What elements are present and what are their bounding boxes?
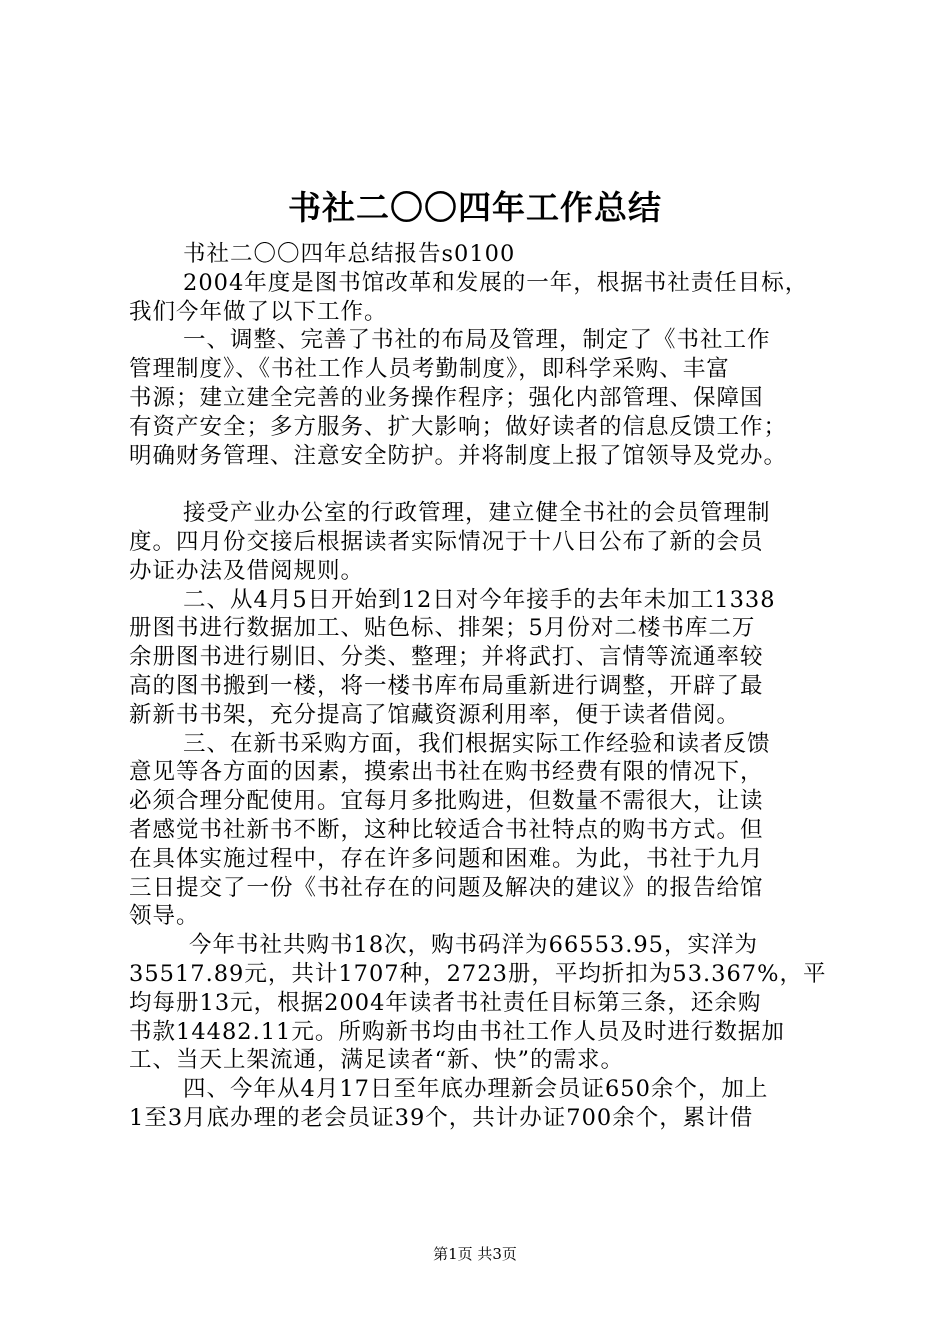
text-line: 册图书进行数据加工、贴色标、排架；5月份对二楼书库二万	[129, 615, 756, 642]
text-line: 新新书书架，充分提高了馆藏资源利用率，便于读者借阅。	[129, 701, 741, 728]
text-line: 1至3月底办理的老会员证39个，共计办证700余个，累计借	[129, 1104, 754, 1131]
text-line: 三日提交了一份《书社存在的问题及解决的建议》的报告给馆	[129, 874, 764, 901]
text-line: 明确财务管理、注意安全防护。并将制度上报了馆领导及党办。	[129, 442, 788, 469]
text-line: 我们今年做了以下工作。	[129, 298, 388, 325]
text-line: 一、调整、完善了书社的布局及管理，制定了《书社工作	[183, 327, 771, 354]
text-line: 领导。	[129, 903, 200, 930]
text-line: 2004年度是图书馆改革和发展的一年，根据书社责任目标，	[183, 269, 809, 296]
text-line: 办证办法及借阅规则。	[129, 557, 365, 584]
text-line: 书源；建立建全完善的业务操作程序；强化内部管理、保障国	[129, 384, 764, 411]
document-body	[129, 240, 849, 1133]
blank-line	[129, 470, 849, 499]
text-line: 必须合理分配使用。宜每月多批购进，但数量不需很大，让读	[129, 788, 764, 815]
text-line: 管理制度》、《书社工作人员考勤制度》，即科学采购、丰富	[129, 356, 730, 383]
text-line: 者感觉书社新书不断，这种比较适合书社特点的购书方式。但	[129, 816, 764, 843]
text-line: 三、在新书采购方面，我们根据实际工作经验和读者反馈	[183, 730, 771, 757]
text-line: 度。四月份交接后根据读者实际情况于十八日公布了新的会员	[129, 528, 764, 555]
text-line: 四、今年从4月17日至年底办理新会员证650余个，加上	[183, 1076, 769, 1103]
text-line: 均每册13元，根据2004年读者书社责任目标第三条，还余购	[129, 989, 762, 1016]
text-line: 35517.89元，共计1707种，2723册，平均折扣为53.367%，平	[129, 960, 827, 987]
text-line: 书款14482.11元。所购新书均由书社工作人员及时进行数据加	[129, 1018, 785, 1045]
page-footer: 第1页 共3页	[433, 1245, 517, 1263]
text-line: 二、从4月5日开始到12日对今年接手的去年未加工1338	[183, 586, 776, 613]
text-line: 意见等各方面的因素，摸索出书社在购书经费有限的情况下，	[129, 759, 764, 786]
text-line: 有资产安全；多方服务、扩大影响；做好读者的信息反馈工作；	[129, 413, 788, 440]
text-line: 接受产业办公室的行政管理，建立健全书社的会员管理制	[183, 500, 771, 527]
document-title: 书社二〇〇四年工作总结	[288, 188, 662, 227]
text-line: 余册图书进行剔旧、分类、整理；并将武打、言情等流通率较	[129, 644, 764, 671]
text-line: 书社二〇〇四年总结报告s0100	[183, 241, 516, 267]
text-line: 高的图书搬到一楼，将一楼书库布局重新进行调整，开辟了最	[129, 672, 764, 699]
text-line: 工、当天上架流通，满足读者“新、快”的需求。	[129, 1047, 625, 1074]
text-line: 在具体实施过程中，存在许多问题和困难。为此，书社于九月	[129, 845, 764, 872]
text-line: 今年书社共购书18次，购书码洋为66553.95，实洋为	[189, 932, 758, 959]
